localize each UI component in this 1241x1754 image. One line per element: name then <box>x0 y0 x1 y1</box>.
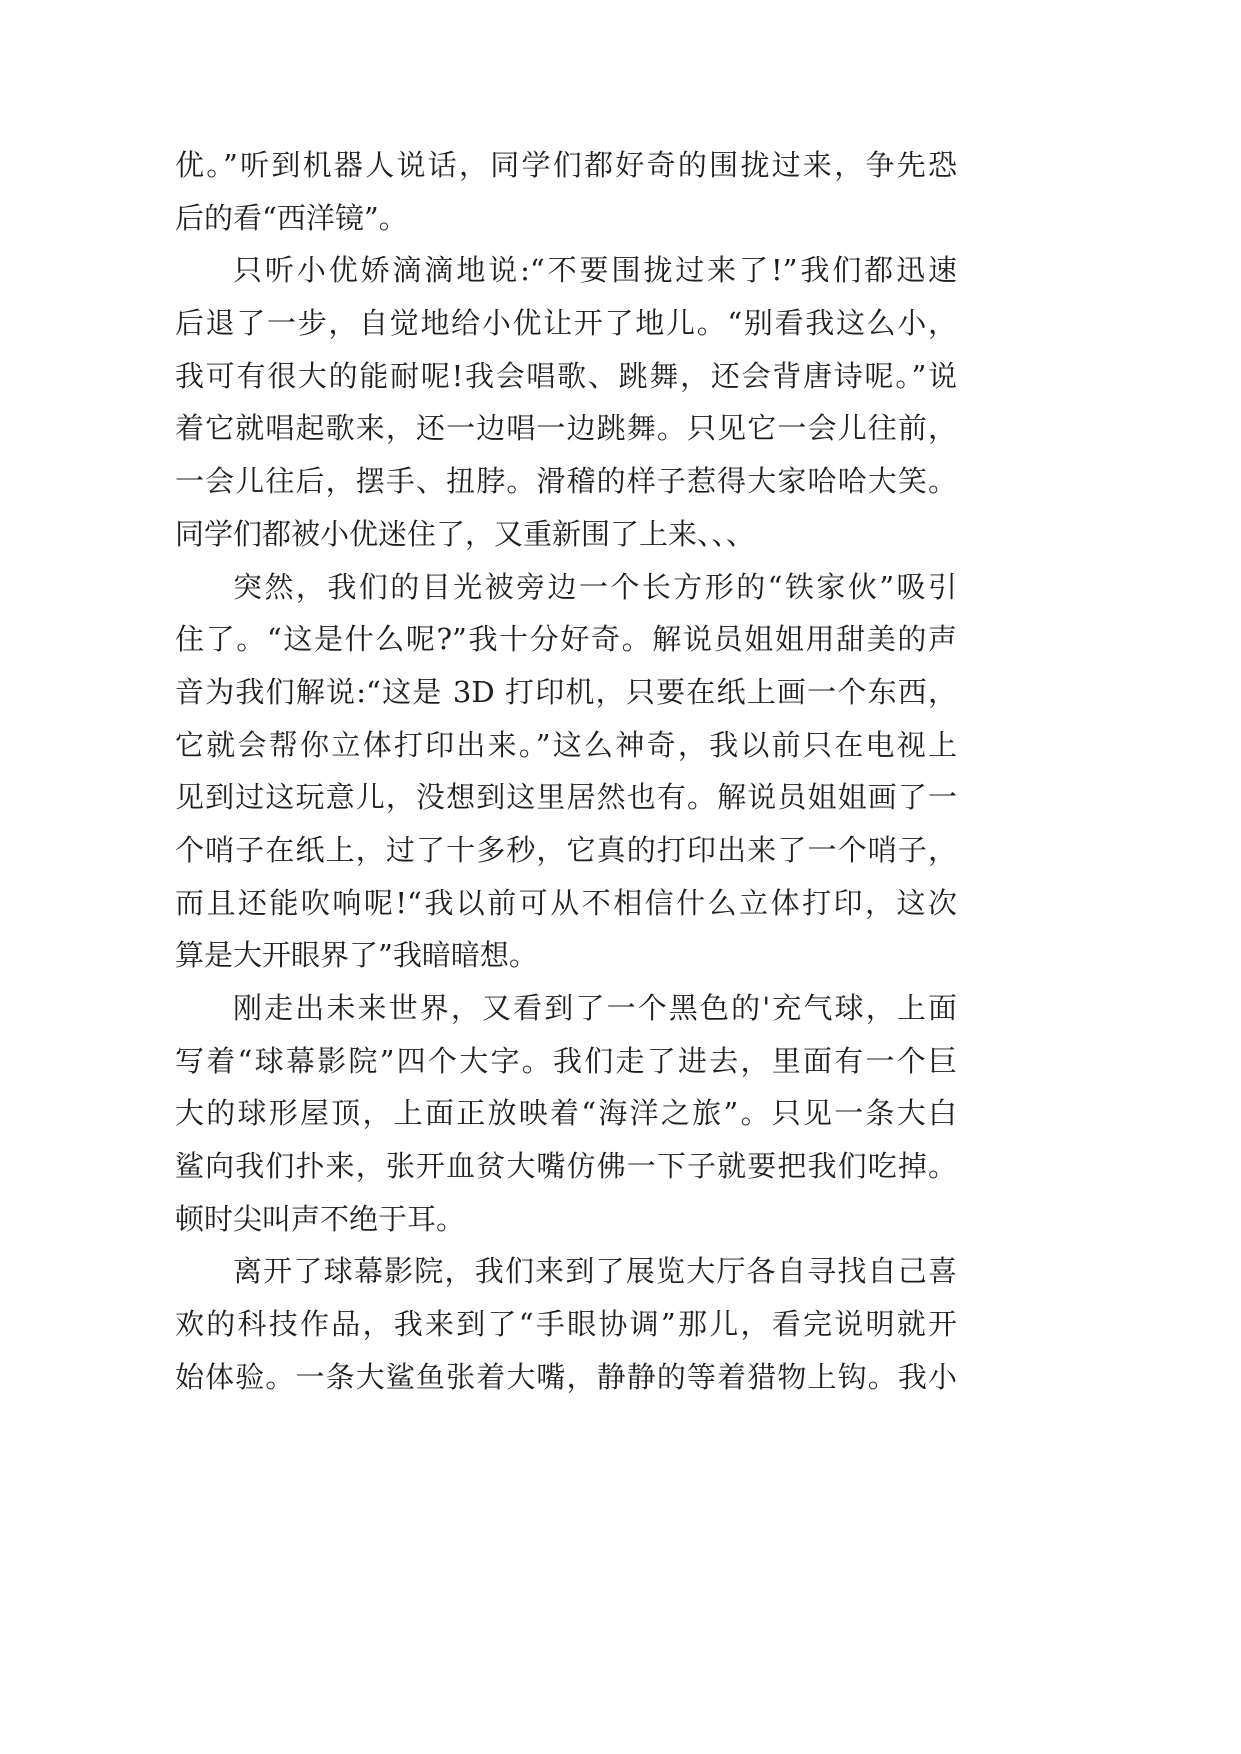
paragraph <box>175 1245 957 1403</box>
text-line: 着它就唱起歌来，还一边唱一边跳舞。只见它一会儿往前， <box>175 411 957 446</box>
text-line: 只听小优娇滴滴地说:“不要围拢过来了!”我们都迅速 <box>233 253 957 288</box>
text-line: 大的球形屋顶，上面正放映着“海洋之旅”。只见一条大白 <box>175 1096 957 1131</box>
text-line: 鲨向我们扑来，张开血贫大嘴仿佛一下子就要把我们吃掉。 <box>175 1149 957 1184</box>
text-line: 离开了球幕影院，我们来到了展览大厅各自寻找自己喜 <box>233 1254 957 1289</box>
text-line: 欢的科技作品，我来到了“手眼协调”那儿，看完说明就开 <box>175 1307 957 1342</box>
text-line: 一会儿往后，摆手、扭脖。滑稽的样子惹得大家哈哈大笑。 <box>175 464 957 499</box>
body-text <box>175 139 957 1404</box>
text-line: 算是大开眼界了”我暗暗想。 <box>175 938 538 973</box>
text-line: 我可有很大的能耐呢!我会唱歌、跳舞，还会背唐诗呢。”说 <box>175 358 957 393</box>
text-line: 顿时尖叫声不绝于耳。 <box>175 1201 466 1236</box>
text-line: 音为我们解说:“这是 3D 打印机，只要在纸上画一个东西， <box>175 674 957 709</box>
text-line: 它就会帮你立体打印出来。”这么神奇，我以前只在电视上 <box>175 727 957 762</box>
text-line: 见到过这玩意儿，没想到这里居然也有。解说员姐姐画了一 <box>175 780 957 815</box>
text-line: 个哨子在纸上，过了十多秒，它真的打印出来了一个哨子， <box>175 832 957 867</box>
text-line: 而且还能吹响呢!“我以前可从不相信什么立体打印，这次 <box>175 885 957 920</box>
text-line: 后的看“西洋镜”。 <box>175 200 408 235</box>
text-line: 同学们都被小优迷住了，又重新围了上来、、、 <box>175 516 756 551</box>
paragraph <box>175 139 957 244</box>
text-line: 突然，我们的目光被旁边一个长方形的“铁家伙”吸引 <box>233 569 957 604</box>
text-line: 后退了一步，自觉地给小优让开了地儿。“别看我这么小， <box>175 306 957 341</box>
text-line: 始体验。一条大鲨鱼张着大嘴，静静的等着猎物上钩。我小 <box>175 1359 957 1394</box>
paragraph <box>175 244 957 560</box>
text-line: 写着“球幕影院”四个大字。我们走了进去，里面有一个巨 <box>175 1043 957 1078</box>
text-line: 优。”听到机器人说话，同学们都好奇的围拢过来，争先恐 <box>175 148 957 182</box>
text-line: 刚走出未来世界，又看到了一个黑色的'充气球，上面 <box>233 991 957 1025</box>
paragraph <box>175 982 957 1245</box>
paragraph <box>175 561 957 983</box>
text-line: 住了。“这是什么呢?”我十分好奇。解说员姐姐用甜美的声 <box>175 622 957 657</box>
